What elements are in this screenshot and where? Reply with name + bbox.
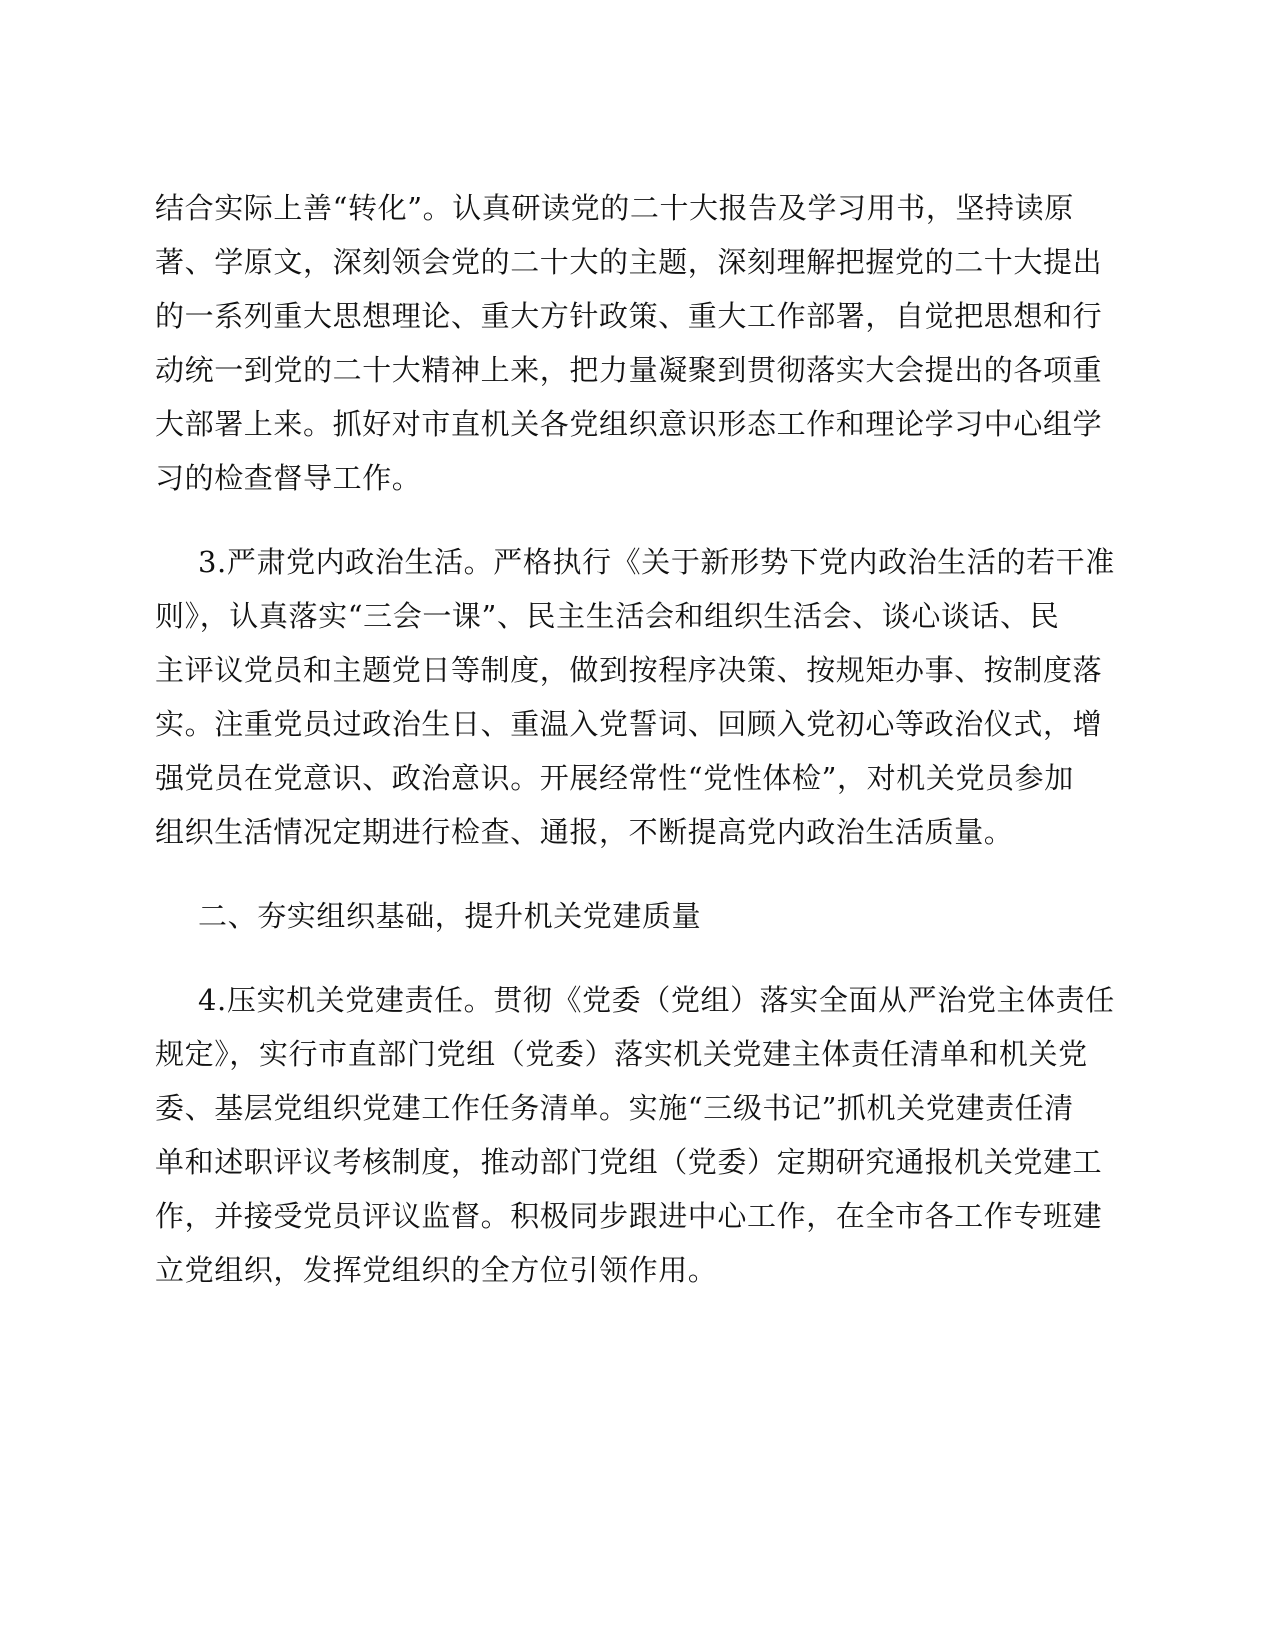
paragraph-spacer — [155, 943, 1090, 973]
text-line: 主评议党员和主题党日等制度，做到按程序决策、按规矩办事、按制度落 — [155, 653, 1103, 687]
text-line: 习的检查督导工作。 — [155, 461, 422, 495]
paragraph-item-4 — [155, 973, 1115, 1297]
text-line: 动统一到党的二十大精神上来，把力量凝聚到贯彻落实大会提出的各项重 — [155, 353, 1103, 387]
text-line: 实。注重党员过政治生日、重温入党誓词、回顾入党初心等政治仪式，增 — [155, 707, 1103, 741]
text-line: 组织生活情况定期进行检查、通报，不断提高党内政治生活质量。 — [155, 815, 1014, 849]
text-line: 单和述职评议考核制度，推动部门党组（党委）定期研究通报机关党建工 — [155, 1145, 1103, 1179]
text-line: 著、学原文，深刻领会党的二十大的主题，深刻理解把握党的二十大提出 — [155, 245, 1103, 279]
text-line: 规定》，实行市直部门党组（党委）落实机关党建主体责任清单和机关党 — [155, 1037, 1088, 1071]
text-line: 的一系列重大思想理论、重大方针政策、重大工作部署，自觉把思想和行 — [155, 299, 1103, 333]
text-line: 则》，认真落实“三会一课”、民主生活会和组织生活会、谈心谈话、民 — [155, 599, 1060, 633]
text-line: 大部署上来。抓好对市直机关各党组织意识形态工作和理论学习中心组学 — [155, 407, 1103, 441]
document-body — [155, 181, 1115, 1297]
text-line: 3.严肃党内政治生活。严格执行《关于新形势下党内政治生活的若干准 — [198, 545, 1115, 579]
text-line: 结合实际上善“转化”。认真研读党的二十大报告及学习用书，坚持读原 — [155, 191, 1074, 225]
text-line: 强党员在党意识、政治意识。开展经常性“党性体检”，对机关党员参加 — [155, 761, 1074, 795]
paragraph-continuation — [155, 181, 1103, 505]
text-line: 立党组织，发挥党组织的全方位引领作用。 — [155, 1253, 718, 1287]
section-heading-text: 二、夯实组织基础，提升机关党建质量 — [198, 899, 702, 933]
paragraph-item-3 — [155, 535, 1115, 859]
paragraph-spacer — [155, 859, 1090, 889]
text-line: 4.压实机关党建责任。贯彻《党委（党组）落实全面从严治党主体责任 — [198, 983, 1115, 1017]
text-line: 作，并接受党员评议监督。积极同步跟进中心工作，在全市各工作专班建 — [155, 1199, 1103, 1233]
paragraph-spacer — [155, 505, 1090, 535]
section-heading — [155, 889, 1090, 943]
text-line: 委、基层党组织党建工作任务清单。实施“三级书记”抓机关党建责任清 — [155, 1091, 1074, 1125]
